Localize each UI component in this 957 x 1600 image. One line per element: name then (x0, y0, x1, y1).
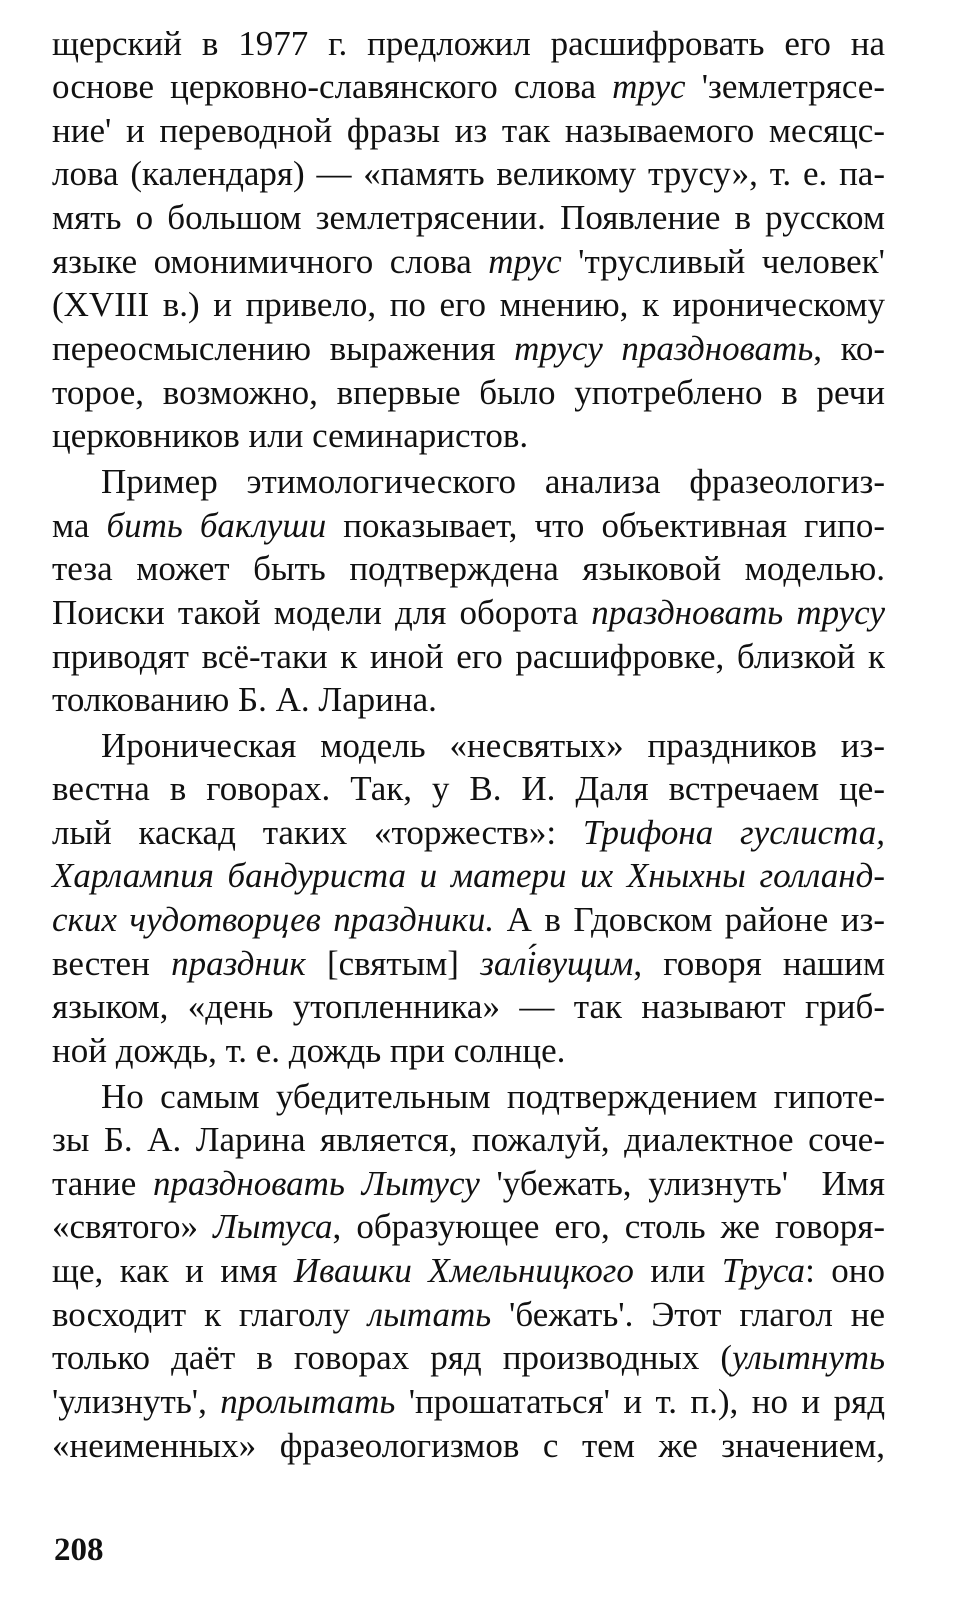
text-span: Но самым убедительным подтверждением гипоте- (101, 1077, 885, 1116)
text-line (52, 898, 885, 942)
text-line (52, 371, 885, 415)
italic-text: пролытать (220, 1382, 396, 1421)
text-span: ной дождь, т. е. дождь при солнце. (52, 1031, 566, 1070)
text-span: ще, как и имя (52, 1251, 294, 1290)
text-line (52, 1029, 885, 1073)
text-line (52, 109, 885, 153)
italic-text: праздновать Лытусу (152, 1164, 480, 1203)
text-span: А в Гдовском районе из- (494, 900, 885, 939)
text-line (52, 1249, 885, 1293)
text-span: переосмыслению выражения (52, 329, 515, 368)
text-line (52, 283, 885, 327)
text-span: языке омонимичного слова (52, 242, 489, 281)
text-line (101, 724, 885, 768)
text-line (52, 65, 885, 109)
text-span: «неименных» фразеологизмов с тем же значением, (52, 1426, 885, 1465)
text-span: зы Б. А. Ларина является, пожалуй, диалектное соче- (52, 1120, 885, 1159)
text-span: показывает, что объективная гипо- (326, 506, 885, 545)
text-span: торое, возможно, впервые было употреблено в речи (52, 373, 885, 412)
text-span: только даёт в говорах ряд производных ( (52, 1338, 733, 1377)
italic-text: Труса (721, 1251, 806, 1290)
text-line (52, 196, 885, 240)
text-span: тание (52, 1164, 153, 1203)
text-span: основе церковно-славянского слова (52, 67, 613, 106)
text-line (52, 152, 885, 196)
text-span: [святым] (305, 944, 481, 983)
text-span: приводят всё-таки к иной его расшифровке, близкой к (52, 637, 885, 676)
text-line (52, 854, 885, 898)
text-span: Поиски такой модели для оборота (52, 593, 592, 632)
text-span: теза может быть подтверждена языковой моделью. (52, 549, 885, 588)
text-line (52, 942, 885, 986)
text-span: языком, «день утопленника» — так называют гриб- (52, 987, 885, 1026)
text-line (52, 1380, 885, 1424)
text-span: лый каскад таких «торжеств»: (52, 813, 583, 852)
text-span: «святого» (52, 1207, 214, 1246)
text-span: щерский в 1977 г. предложил расшифровать его на (52, 24, 885, 63)
text-line (52, 240, 885, 284)
text-span: вестен (52, 944, 172, 983)
text-span: 'трусливый человек' (561, 242, 885, 281)
text-line (52, 1162, 885, 1206)
text-span: вестна в говорах. Так, у В. И. Даля встречаем це- (52, 769, 885, 808)
italic-text: праздновать трусу (591, 593, 885, 632)
italic-text: трус (488, 242, 562, 281)
text-line (52, 1424, 885, 1468)
italic-text: Харлампия бандуриста и матери их Хныхны голланд- (52, 856, 885, 895)
text-span: 'убежать, улизнуть' Имя (479, 1164, 885, 1203)
italic-text: трусу праздновать (514, 329, 814, 368)
text-span: (XVIII в.) и привело, по его мнению, к ироническому (52, 285, 885, 324)
italic-text: ских чудотворцев праздники. (52, 900, 495, 939)
text-line (52, 22, 885, 66)
italic-text: Трифона гуслиста, (582, 813, 885, 852)
text-line (52, 1118, 885, 1162)
text-line (52, 1336, 885, 1380)
text-line (52, 767, 885, 811)
text-span: Пример этимологического анализа фразеологиз- (101, 462, 885, 501)
text-span: 'бежать'. Этот глагол не (491, 1295, 885, 1334)
italic-text: лытать (367, 1295, 492, 1334)
italic-text: улытнуть (732, 1338, 885, 1377)
italic-text: Лытуса (213, 1207, 333, 1246)
text-line (52, 547, 885, 591)
text-span: или (633, 1251, 722, 1290)
italic-text: залі́вущим (480, 944, 634, 983)
italic-text: Ивашки Хмельницкого (293, 1251, 634, 1290)
text-span: лова (календаря) — «память великому трусу», т. е. па- (52, 154, 885, 193)
text-span: , образующее его, столь же говоря- (332, 1207, 886, 1246)
text-span: 'землетрясе- (685, 67, 885, 106)
text-span: : оно (805, 1251, 885, 1290)
text-line (52, 504, 885, 548)
text-line (52, 1205, 885, 1249)
text-span: восходит к глаголу (52, 1295, 368, 1334)
text-line (52, 414, 885, 458)
text-span: , ко- (813, 329, 885, 368)
text-line (101, 460, 885, 504)
text-span: , говоря нашим (633, 944, 886, 983)
italic-text: праздник (171, 944, 306, 983)
italic-text: бить баклуши (106, 506, 327, 545)
text-line (52, 811, 885, 855)
text-span: 'улизнуть', (52, 1382, 221, 1421)
text-span: 'прошататься' и т. п.), но и ряд (395, 1382, 886, 1421)
text-span: ние' и переводной фразы из так называемого месяцс- (52, 111, 885, 150)
text-span: мять о большом землетрясении. Появление в русском (52, 198, 885, 237)
text-line (52, 635, 885, 679)
text-span: церковников или семинаристов. (52, 416, 529, 455)
text-line (52, 985, 885, 1029)
text-line (52, 327, 885, 371)
text-line (52, 1293, 885, 1337)
italic-text: трус (612, 67, 686, 106)
text-line (52, 591, 885, 635)
page-number: 208 (54, 1532, 104, 1568)
text-line (101, 1075, 885, 1119)
text-span: ма (52, 506, 107, 545)
text-line (52, 678, 885, 722)
text-span: толкованию Б. А. Ларина. (52, 680, 437, 719)
text-span: Ироническая модель «несвятых» праздников из- (101, 726, 885, 765)
